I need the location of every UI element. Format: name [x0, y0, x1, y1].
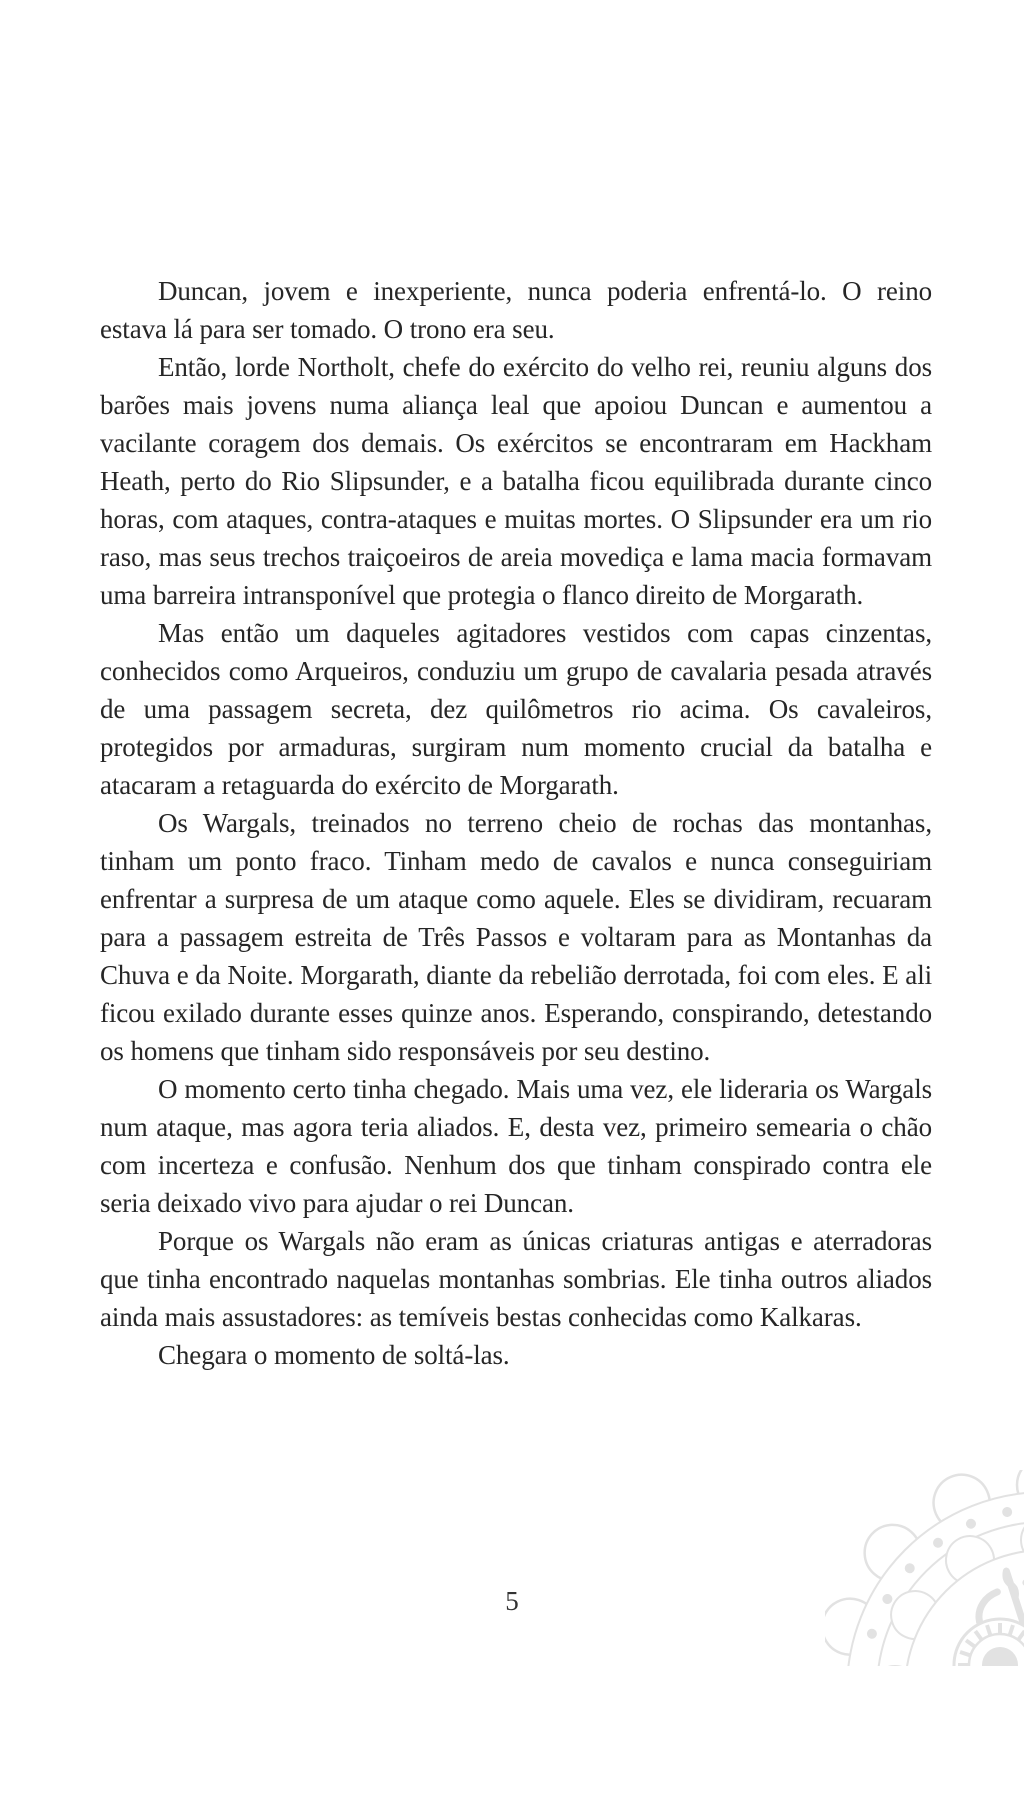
- page-number: 5: [505, 1586, 519, 1616]
- paragraph: Mas então um daqueles agitadores vestidos com capas cinzentas, conhecidos como Arqueiros, conduziu um grupo de cavalaria pesada através de uma passagem secreta, dez quilômetros rio acima. Os cavaleiros, protegidos por armaduras, surgiram num momento crucial da batalha e atacaram a retaguarda do exército de Morgarath.: [100, 618, 932, 800]
- corner-ornament-icon: [784, 1456, 1024, 1666]
- paragraph: O momento certo tinha chegado. Mais uma vez, ele lideraria os Wargals num ataque, mas agora teria aliados. E, desta vez, primeiro semearia o chão com incerteza e confusão. Nenhum dos que tinham conspirado contra ele seria deixado vivo para ajudar o rei Duncan.: [100, 1074, 932, 1218]
- paragraph: Duncan, jovem e inexperiente, nunca poderia enfrentá-lo. O reino estava lá para ser tomado. O trono era seu.: [100, 276, 932, 344]
- paragraph: Os Wargals, treinados no terreno cheio de rochas das montanhas, tinham um ponto fraco. Tinham medo de cavalos e nunca conseguiriam enfrentar a surpresa de um ataque como aquele. Eles se dividiram, recuaram para a passagem estreita de Três Passos e voltaram para as Montanhas da Chuva e da Noite. Morgarath, diante da rebelião derrotada, foi com eles. E ali ficou exilado durante esses quinze anos. Esperando, conspirando, detestando os homens que tinham sido responsáveis por seu destino.: [100, 808, 932, 1066]
- paragraph: Então, lorde Northolt, chefe do exército do velho rei, reuniu alguns dos barões mais jovens numa aliança leal que apoiou Duncan e aumentou a vacilante coragem dos demais. Os exércitos se encontraram em Hackham Heath, perto do Rio Slipsunder, e a batalha ficou equilibrada durante cinco horas, com ataques, contra-ataques e muitas mortes. O Slipsunder era um rio raso, mas seus trechos traiçoeiros de areia movediça e lama macia formavam uma barreira intransponível que protegia o flanco direito de Morgarath.: [100, 352, 932, 610]
- paragraph: Chegara o momento de soltá-las.: [158, 1340, 510, 1370]
- body-text: [100, 272, 932, 1374]
- paragraph: Porque os Wargals não eram as únicas criaturas antigas e aterradoras que tinha encontrado naquelas montanhas sombrias. Ele tinha outros aliados ainda mais assustadores: as temíveis bestas conhecidas como Kalkaras.: [100, 1226, 932, 1332]
